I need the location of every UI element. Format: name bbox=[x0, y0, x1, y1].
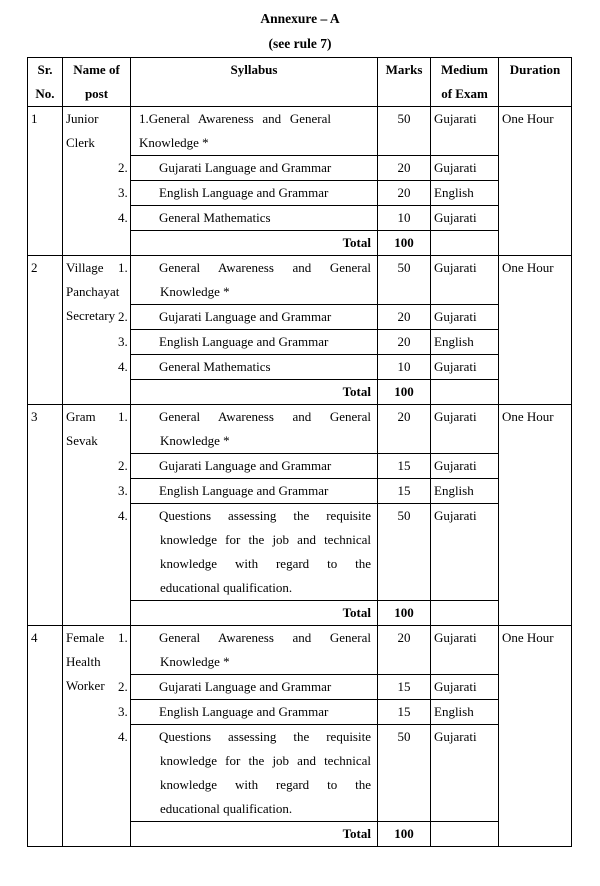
syllabus-item-wrap bbox=[118, 206, 371, 230]
syllabus-item-number: 2. bbox=[118, 160, 128, 175]
syllabus-item bbox=[118, 206, 378, 231]
medium-cell: Gujarati bbox=[431, 256, 499, 305]
medium-cell: English bbox=[431, 330, 499, 355]
header-sr-no: Sr. No. bbox=[28, 58, 63, 107]
syllabus-item-text: 1.General Awareness and General Knowledge * bbox=[139, 111, 331, 150]
syllabus-item bbox=[118, 626, 378, 675]
marks-cell: 15 bbox=[378, 700, 431, 725]
syllabus-item-text: General Awareness and General Knowledge * bbox=[159, 409, 371, 448]
sr-number-cell: 1 bbox=[28, 107, 63, 256]
post-name-line: Health bbox=[66, 654, 101, 669]
syllabus-item-text: English Language and Grammar bbox=[159, 334, 329, 349]
medium-cell: Gujarati bbox=[431, 355, 499, 380]
marks-cell: 20 bbox=[378, 181, 431, 206]
syllabus-item bbox=[118, 305, 378, 330]
syllabus-item bbox=[118, 181, 378, 206]
marks-cell: 50 bbox=[378, 504, 431, 601]
marks-cell: 50 bbox=[378, 725, 431, 822]
syllabus-item-number: 1. bbox=[118, 630, 128, 645]
medium-cell: Gujarati bbox=[431, 107, 499, 156]
duration-cell: One Hour bbox=[499, 626, 572, 847]
syllabus-item-text: Gujarati Language and Grammar bbox=[159, 458, 332, 473]
table-row bbox=[28, 107, 572, 156]
header-post: Name of post bbox=[63, 58, 131, 107]
syllabus-item bbox=[118, 330, 378, 355]
syllabus-item-text: General Mathematics bbox=[159, 210, 271, 225]
marks-cell: 20 bbox=[378, 626, 431, 675]
syllabus-item-text: General Awareness and General Knowledge * bbox=[159, 630, 371, 669]
syllabus-item bbox=[118, 256, 378, 305]
total-medium-empty bbox=[431, 380, 499, 405]
syllabus-item bbox=[118, 405, 378, 454]
marks-cell: 20 bbox=[378, 156, 431, 181]
post-name-line: Panchayat bbox=[66, 284, 120, 299]
syllabus-item bbox=[118, 479, 378, 504]
total-marks: 100 bbox=[378, 822, 431, 847]
syllabus-item bbox=[118, 675, 378, 700]
total-medium-empty bbox=[431, 231, 499, 256]
syllabus-item bbox=[118, 725, 378, 822]
total-medium-empty bbox=[431, 601, 499, 626]
syllabus-item-wrap bbox=[118, 675, 371, 699]
syllabus-item-number: 1. bbox=[118, 260, 128, 275]
medium-cell: Gujarati bbox=[431, 626, 499, 675]
syllabus-item-wrap bbox=[118, 305, 371, 329]
total-marks: 100 bbox=[378, 601, 431, 626]
table-row bbox=[28, 626, 572, 675]
sr-number-cell: 3 bbox=[28, 405, 63, 626]
syllabus-item-number: 2. bbox=[118, 309, 128, 324]
medium-cell: Gujarati bbox=[431, 725, 499, 822]
syllabus-item bbox=[131, 107, 378, 156]
marks-cell: 50 bbox=[378, 107, 431, 156]
syllabus-item-text: English Language and Grammar bbox=[159, 185, 329, 200]
marks-cell: 15 bbox=[378, 454, 431, 479]
syllabus-item-wrap bbox=[118, 626, 371, 674]
marks-cell: 10 bbox=[378, 355, 431, 380]
syllabus-item-text: Questions assessing the requisite knowledge for the job and technical knowledge with regard to the educational qualification. bbox=[159, 729, 371, 816]
syllabus-item-wrap bbox=[118, 454, 371, 478]
duration-cell: One Hour bbox=[499, 107, 572, 256]
header-marks: Marks bbox=[378, 58, 431, 107]
medium-cell: English bbox=[431, 700, 499, 725]
marks-cell: 20 bbox=[378, 305, 431, 330]
header-duration: Duration bbox=[499, 58, 572, 107]
syllabus-item-number: 4. bbox=[118, 508, 128, 523]
syllabus-item-wrap bbox=[118, 330, 371, 354]
total-label: Total bbox=[131, 231, 378, 256]
post-name-line: Secretary bbox=[66, 308, 116, 323]
post-name-line: Village bbox=[66, 260, 104, 275]
marks-cell: 15 bbox=[378, 675, 431, 700]
medium-cell: English bbox=[431, 479, 499, 504]
syllabus-item-number: 1. bbox=[118, 409, 128, 424]
post-name-line: Junior bbox=[66, 111, 99, 126]
syllabus-item bbox=[118, 454, 378, 479]
syllabus-item-wrap bbox=[139, 107, 371, 155]
medium-cell: Gujarati bbox=[431, 405, 499, 454]
syllabus-item-number: 2. bbox=[118, 679, 128, 694]
table-row bbox=[28, 256, 572, 305]
syllabus-item-text: English Language and Grammar bbox=[159, 483, 329, 498]
marks-cell: 20 bbox=[378, 405, 431, 454]
syllabus-item-wrap bbox=[118, 355, 371, 379]
syllabus-item bbox=[118, 156, 378, 181]
post-name-line: Clerk bbox=[66, 135, 95, 150]
marks-cell: 10 bbox=[378, 206, 431, 231]
medium-cell: Gujarati bbox=[431, 454, 499, 479]
syllabus-item-number: 4. bbox=[118, 359, 128, 374]
syllabus-item bbox=[118, 700, 378, 725]
syllabus-item-wrap bbox=[118, 479, 371, 503]
syllabus-item-wrap bbox=[118, 156, 371, 180]
syllabus-item-number: 2. bbox=[118, 458, 128, 473]
syllabus-item bbox=[118, 504, 378, 601]
total-label: Total bbox=[131, 601, 378, 626]
annexure-title: Annexure – A bbox=[260, 11, 340, 26]
sr-number-cell: 2 bbox=[28, 256, 63, 405]
rule-reference: (see rule 7) bbox=[268, 36, 332, 51]
post-name-line: Sevak bbox=[66, 433, 98, 448]
syllabus-item-wrap bbox=[118, 700, 371, 724]
medium-cell: Gujarati bbox=[431, 305, 499, 330]
syllabus-item-number: 3. bbox=[118, 483, 128, 498]
medium-cell: Gujarati bbox=[431, 206, 499, 231]
medium-cell: Gujarati bbox=[431, 675, 499, 700]
medium-cell: Gujarati bbox=[431, 156, 499, 181]
syllabus-item-number: 4. bbox=[118, 210, 128, 225]
syllabus-item-text: Gujarati Language and Grammar bbox=[159, 679, 332, 694]
table-header-row bbox=[28, 58, 572, 107]
marks-cell: 50 bbox=[378, 256, 431, 305]
syllabus-item-number: 3. bbox=[118, 334, 128, 349]
marks-cell: 15 bbox=[378, 479, 431, 504]
syllabus-item-number: 3. bbox=[118, 704, 128, 719]
total-label: Total bbox=[131, 380, 378, 405]
sr-number-cell: 4 bbox=[28, 626, 63, 847]
post-name-line: Female bbox=[66, 630, 105, 645]
syllabus-item-text: English Language and Grammar bbox=[159, 704, 329, 719]
medium-cell: English bbox=[431, 181, 499, 206]
syllabus-item-text: General Mathematics bbox=[159, 359, 271, 374]
header-medium: Medium of Exam bbox=[431, 58, 499, 107]
syllabus-item-wrap bbox=[118, 405, 371, 453]
duration-cell: One Hour bbox=[499, 405, 572, 626]
syllabus-item bbox=[118, 355, 378, 380]
post-name-line: Gram bbox=[66, 409, 96, 424]
header-syllabus: Syllabus bbox=[131, 58, 378, 107]
syllabus-item-text: General Awareness and General Knowledge * bbox=[159, 260, 371, 299]
syllabus-item-wrap bbox=[118, 725, 371, 821]
table-body bbox=[28, 107, 572, 847]
syllabus-item-wrap bbox=[118, 504, 371, 600]
total-marks: 100 bbox=[378, 380, 431, 405]
syllabus-item-wrap bbox=[118, 256, 371, 304]
medium-cell: Gujarati bbox=[431, 504, 499, 601]
marks-cell: 20 bbox=[378, 330, 431, 355]
total-medium-empty bbox=[431, 822, 499, 847]
syllabus-item-text: Questions assessing the requisite knowledge for the job and technical knowledge with regard to the educational qualification. bbox=[159, 508, 371, 595]
duration-cell: One Hour bbox=[499, 256, 572, 405]
syllabus-table bbox=[27, 57, 572, 847]
table-row bbox=[28, 405, 572, 454]
total-label: Total bbox=[131, 822, 378, 847]
syllabus-item-wrap bbox=[118, 181, 371, 205]
syllabus-item-text: Gujarati Language and Grammar bbox=[159, 309, 332, 324]
syllabus-item-number: 4. bbox=[118, 729, 128, 744]
syllabus-item-number: 3. bbox=[118, 185, 128, 200]
post-name-line: Worker bbox=[66, 678, 105, 693]
total-marks: 100 bbox=[378, 231, 431, 256]
syllabus-item-text: Gujarati Language and Grammar bbox=[159, 160, 332, 175]
